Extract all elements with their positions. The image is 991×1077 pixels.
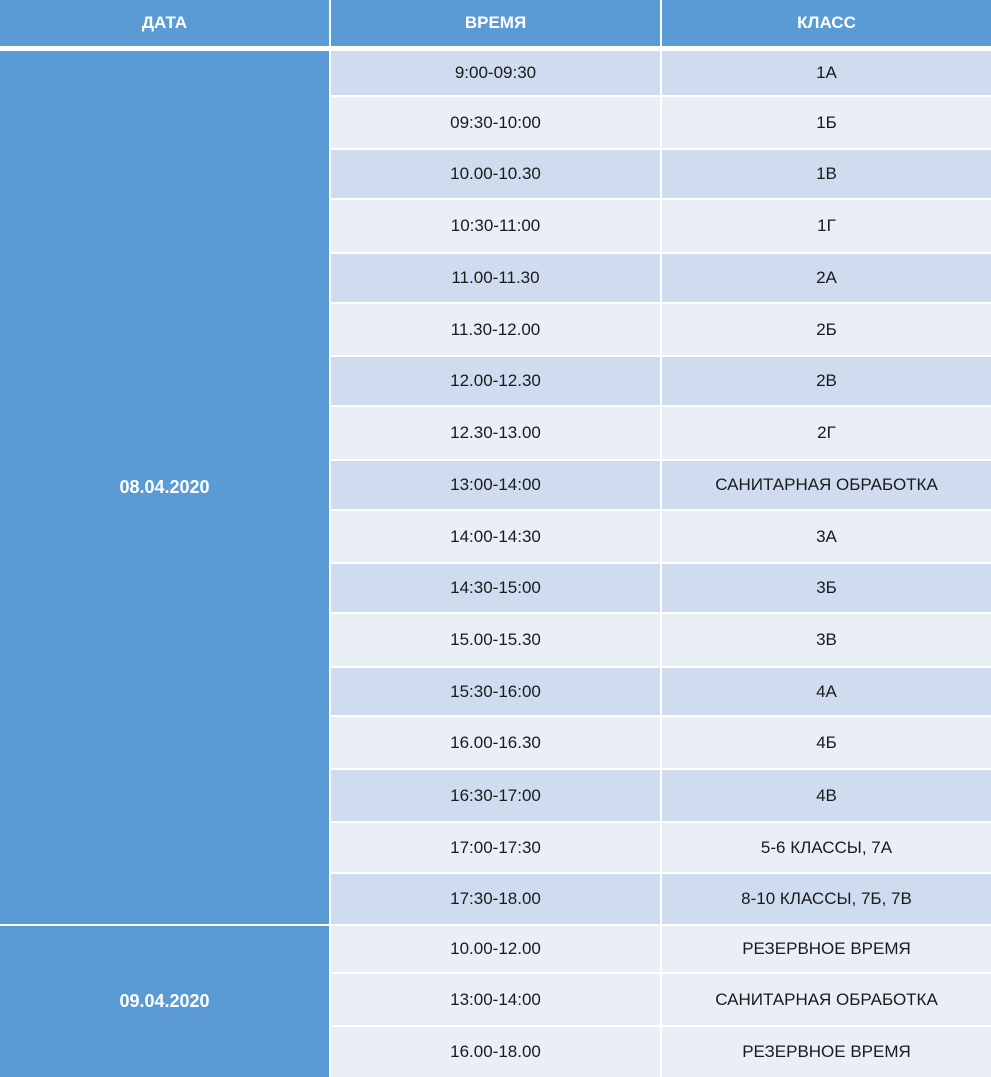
- header-date: ДАТА: [0, 0, 329, 46]
- class-cell: 1А: [662, 51, 991, 95]
- time-cell: 09:30-10:00: [331, 97, 660, 148]
- time-cell: 16:30-17:00: [331, 770, 660, 821]
- date-cell: 09.04.2020: [0, 926, 329, 1077]
- class-cell: 2Б: [662, 304, 991, 355]
- class-cell: 1В: [662, 150, 991, 198]
- class-cell: 5-6 КЛАССЫ, 7А: [662, 823, 991, 872]
- class-cell: САНИТАРНАЯ ОБРАБОТКА: [662, 461, 991, 509]
- header-class: КЛАСС: [662, 0, 991, 46]
- time-cell: 10:30-11:00: [331, 200, 660, 252]
- class-cell: 2А: [662, 254, 991, 302]
- time-cell: 17:00-17:30: [331, 823, 660, 872]
- time-cell: 14:30-15:00: [331, 564, 660, 612]
- time-cell: 12.30-13.00: [331, 407, 660, 459]
- class-cell: 2В: [662, 357, 991, 405]
- time-cell: 10.00-12.00: [331, 926, 660, 972]
- time-cell: 11.00-11.30: [331, 254, 660, 302]
- class-cell: 4Б: [662, 717, 991, 768]
- time-cell: 13:00-14:00: [331, 461, 660, 509]
- class-cell: РЕЗЕРВНОЕ ВРЕМЯ: [662, 1027, 991, 1077]
- class-cell: 4В: [662, 770, 991, 821]
- class-cell: 1Г: [662, 200, 991, 252]
- time-cell: 9:00-09:30: [331, 51, 660, 95]
- time-cell: 10.00-10.30: [331, 150, 660, 198]
- time-cell: 13:00-14:00: [331, 974, 660, 1025]
- class-cell: 3А: [662, 511, 991, 562]
- time-cell: 16.00-16.30: [331, 717, 660, 768]
- header-time: ВРЕМЯ: [331, 0, 660, 46]
- class-cell: 4А: [662, 668, 991, 715]
- time-cell: 15.00-15.30: [331, 614, 660, 666]
- time-cell: 14:00-14:30: [331, 511, 660, 562]
- time-cell: 16.00-18.00: [331, 1027, 660, 1077]
- class-cell: 8-10 КЛАССЫ, 7Б, 7В: [662, 874, 991, 924]
- class-cell: 2Г: [662, 407, 991, 459]
- date-cell: 08.04.2020: [0, 51, 329, 924]
- time-cell: 17:30-18.00: [331, 874, 660, 924]
- class-cell: САНИТАРНАЯ ОБРАБОТКА: [662, 974, 991, 1025]
- class-cell: РЕЗЕРВНОЕ ВРЕМЯ: [662, 926, 991, 972]
- class-cell: 1Б: [662, 97, 991, 148]
- class-cell: 3Б: [662, 564, 991, 612]
- time-cell: 15:30-16:00: [331, 668, 660, 715]
- time-cell: 11.30-12.00: [331, 304, 660, 355]
- class-cell: 3В: [662, 614, 991, 666]
- time-cell: 12.00-12.30: [331, 357, 660, 405]
